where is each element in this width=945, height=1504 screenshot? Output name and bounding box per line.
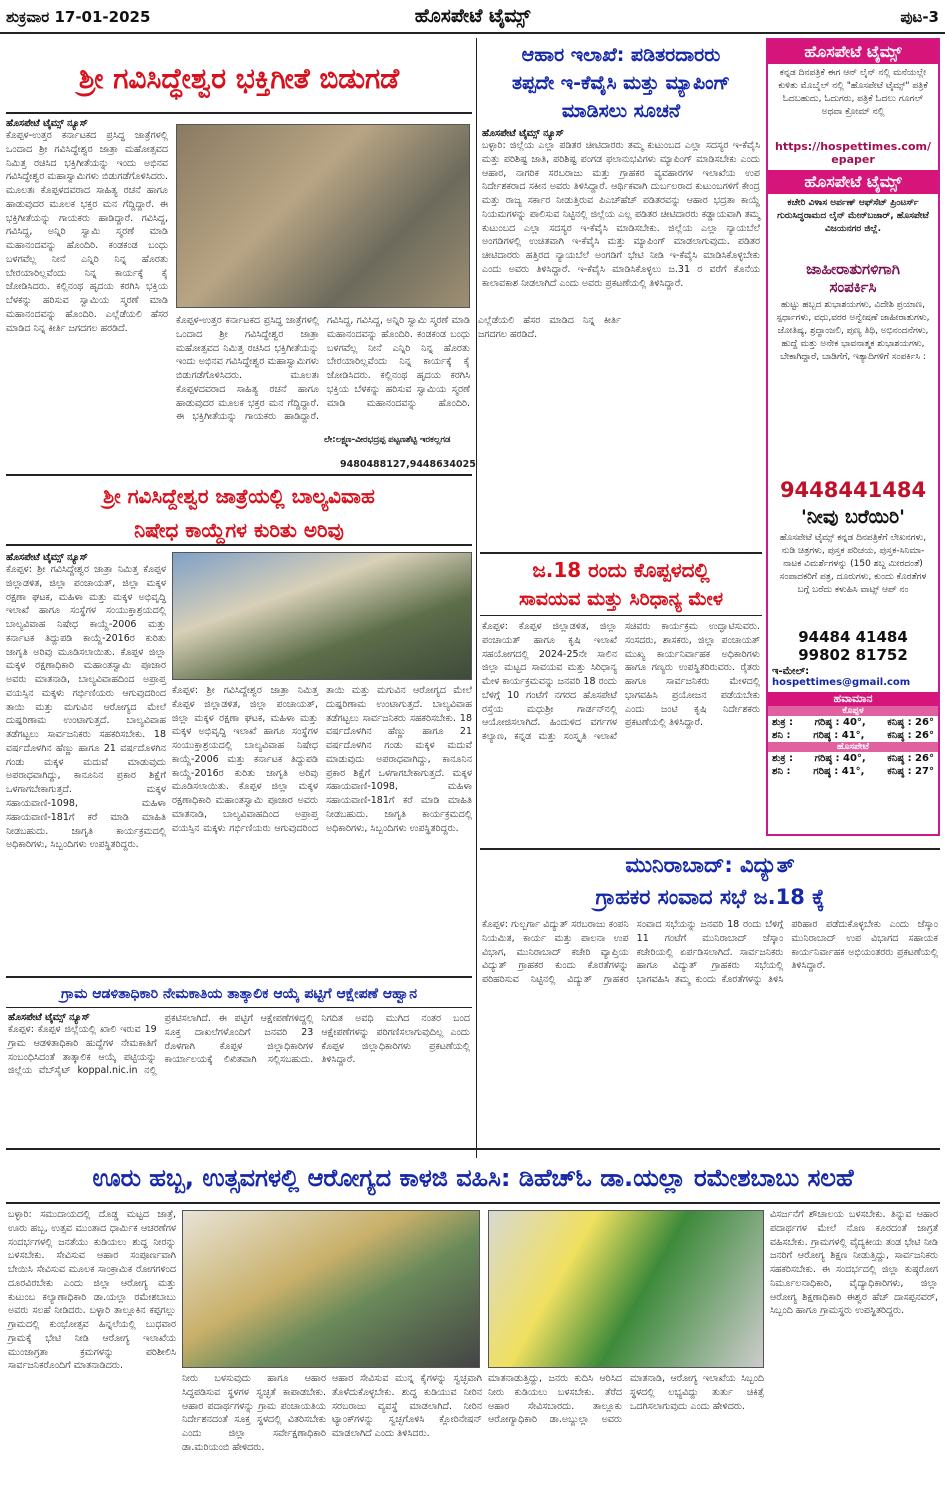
email-address[interactable]: hospettimes@gmail.com [772, 677, 911, 688]
a3-headline-line1: ಶ್ರೀ ಗವಿಸಿದ್ದೇಶ್ವರ ಜಾತ್ರೆಯಲ್ಲಿ ಬಾಲ್ಯವಿವಾಹ [103, 484, 375, 508]
ads-phone: 9448441484 [779, 478, 927, 502]
a3-byline: ಹೊಸಪೇಟೆ ಟೈಮ್ಸ್ ನ್ಯೂಸ್ [6, 552, 88, 563]
masthead [0, 0, 945, 34]
a3-text: ಕೊಪ್ಪಳ: ಶ್ರೀ ಗವಿಸಿದ್ದೇಶ್ವರ ಜಾತ್ರಾ ನಿಮಿತ್ತ ಕೊಪ್ಪಳ ಜಿಲ್ಲಾಡಳಿತ, ಜಿಲ್ಲಾ ಪಂಚಾಯತ್, ಜಿಲ್ಲಾ ಮಕ್ಕಳ ರಕ್ಷಣಾ ಘಟಕ, ಮಹಿಳಾ ಮತ್ತು ಮಕ್ಕಳ ಅಭಿವೃದ್ಧಿ ಇಲಾಖೆ ಹಾಗೂ ಸಂಸ್ಥೆಗಳ ಸಂಯುಕ್ತಾಶ್ರಯದಲ್ಲಿ ಬಾಲ್ಯವಿವಾಹ ನಿಷೇಧ ಕಾಯ್ದೆ-2006 ಮತ್ತು ಕರ್ನಾಟಕ ತಿದ್ದುಪಡಿ ಕಾಯ್ದೆ-2016ರ ಕುರಿತು ಜಾಗೃತಿ ಅರಿವು ಮೂಡಿಸಲಾಯಿತು. ಕೊಪ್ಪಳ ಜಿಲ್ಲಾ ಮಕ್ಕಳ ರಕ್ಷಣಾಧಿಕಾರಿ ಮಹಾಂತಸ್ವಾಮಿ ಪೂಜಾರ ಅವರು ಮಾತನಾಡಿ, ಬಾಲ್ಯವಿವಾಹದಿಂದ ಅಪ್ರಾಪ್ತ ವಯಸ್ಸಿನ ಮಕ್ಕಳು ಗರ್ಭಿಣಿಯರು ಆಗುವುದರಿಂದ ತಾಯಿ ಮತ್ತು ಮಗುವಿನ ಆರೋಗ್ಯದ ಮೇಲೆ ದುಷ್ಪರಿಣಾಮ ಉಂಟಾಗುತ್ತದೆ. ಬಾಲ್ಯವಿವಾಹ ತಡೆಗಟ್ಟಲು ಸಾರ್ವಜನಿಕರು ಸಹಕರಿಸಬೇಕು. 18 ವರ್ಷದೊಳಗಿನ ಹೆಣ್ಣು ಹಾಗೂ 21 ವರ್ಷದೊಳಗಿನ ಗಂಡು ಮಕ್ಕಳ ಮದುವೆ ಮಾಡುವುದು ಅಪರಾಧವಾಗಿದ್ದು, ಕಾನೂನಿನ ಪ್ರಕಾರ ಶಿಕ್ಷೆಗೆ ಒಳಗಾಗಬೇಕಾಗುತ್ತದೆ. ಮಕ್ಕಳ ಸಹಾಯವಾಣಿ-1098, ಮಹಿಳಾ ಸಹಾಯವಾಣಿ-181ಗೆ ಕರೆ ಮಾಡಿ ಮಾಹಿತಿ ನೀಡಬಹುದು. ಜಾಗೃತಿ ಕಾರ್ಯಕ್ರಮದಲ್ಲಿ ಅಧಿಕಾರಿಗಳು, ಸಿಬ್ಬಂದಿಗಳು ಉಪಸ್ಥಿತರಿದ್ದರು. [6, 564, 166, 851]
a5-text: ಕೊಪ್ಪಳ: ಗುಲ್ಬರ್ಗಾ ವಿದ್ಯುತ್ ಸರಬರಾಜು ಕಂಪನಿ ನಿಯಮಿತ, ಕಾರ್ಯ ಮತ್ತು ಪಾಲನಾ ಉಪ ವಿಭಾಗ, ಮುನಿರಾಬಾದ್ ಕಚೇರಿ ವ್ಯಾಪ್ತಿಯ ವಿದ್ಯುತ್ ಗ್ರಾಹಕರ ಕುಂದು ಕೊರತೆಗಳನ್ನು ಪರಿಹರಿಸುವ ನಿಟ್ಟಿನಲ್ಲಿ ವಿದ್ಯುತ್ ಗ್ರಾಹಕರ ಸಂವಾದ ಸಭೆಯನ್ನು ಜನವರಿ 18 ರಂದು ಬೆಳಿಗ್ಗೆ 11 ಗಂಟೆಗೆ ಮುನಿರಾಬಾದ್ ಜೆಸ್ಕಾಂ ಕಚೇರಿಯಲ್ಲಿ ಏರ್ಪಡಿಸಲಾಗಿದೆ. ಸಾರ್ವಜನಿಕರು ಹಾಗೂ ವಿದ್ಯುತ್ ಗ್ರಾಹಕರು ಸಭೆಯಲ್ಲಿ ಭಾಗವಹಿಸಿ ತಮ್ಮ ಕುಂದು ಕೊರತೆಗಳನ್ನು ತಿಳಿಸಿ ಪರಿಹಾರ ಪಡೆದುಕೊಳ್ಳಬೇಕು ಎಂದು ಜೆಸ್ಕಾಂ ಮುನಿರಾಬಾದ್ ಉಪ ವಿಭಾಗದ ಸಹಾಯಕ ಕಾರ್ಯನಿರ್ವಾಹಕ ಅಭಿಯಂತರರು ಪ್ರಕಟಣೆಯಲ್ಲಿ ತಿಳಿಸಿದ್ದಾರೆ. [482, 919, 938, 986]
epaper-info: ಕನ್ನಡ ದಿನಪತ್ರಿಕೆ ಈಗ ಆನ್ ಲೈನ್ ನಲ್ಲಿ ಮನೆಯಲ್ಲೇ ಕುಳಿತು ಮೊಬೈಲ್ ನಲ್ಲಿ "ಹೊಸಪೇಟೆ ಟೈಮ್ಸ್" ಪತ್ರಿಕೆ ಓದಬಹುದು, ಓದುಗರು, ಪತ್ರಿಕೆ ಓದಲು ಗೂಗಲ್ ಅಥವಾ ಕ್ರೋಮ್ ನಲ್ಲಿ [778, 68, 928, 118]
a4-headline-line1: ಜ.18 ರಂದು ಕೊಪ್ಪಳದಲ್ಲಿ [532, 558, 710, 582]
column-rule [476, 38, 477, 1158]
a7-text-4: ಮಾತನಾಡುತ್ತಿದ್ದು, ಜನರು ಕುದಿಸಿ ಆರಿಸಿದ ನೀರು ಕುಡಿಯಲು ಬಳಸಬೇಕು. ತೆರೆದ ಆಹಾರ ಸೇವಿಸಬಾರದು. ತಾಲ್ಲೂಕು ಆರೋಗ್ಯಾಧಿಕಾರಿ ಡಾ.ಅಬ್ದುಲ್ಲಾ ಅವರು ಮಾತನಾಡಿ, ಆರೋಗ್ಯ ಇಲಾಖೆಯ ಸಿಬ್ಬಂದಿ ಸ್ಥಳದಲ್ಲಿ ಲಭ್ಯವಿದ್ದು ತುರ್ತು ಚಿಕಿತ್ಸೆ ಒದಗಿಸಲಾಗುವುದು ಎಂದು ಹೇಳಿದರು. [488, 1373, 764, 1426]
a6-text: ಕೊಪ್ಪಳ: ಕೊಪ್ಪಳ ಜಿಲ್ಲೆಯಲ್ಲಿ ಖಾಲಿ ಇರುವ 19 ಗ್ರಾಮ ಆಡಳಿತಾಧಿಕಾರಿ ಹುದ್ದೆಗಳ ನೇಮಕಾತಿಗೆ ಸಂಬಂಧಿಸಿದಂತೆ ತಾತ್ಕಾಲಿಕ ಆಯ್ಕೆ ಪಟ್ಟಿಯನ್ನು ಜಿಲ್ಲೆಯ ವೆಬ್‍ಸೈಟ್ koppal.nic.in ನಲ್ಲಿ ಪ್ರಕಟಿಸಲಾಗಿದೆ. ಈ ಪಟ್ಟಿಗೆ ಆಕ್ಷೇಪಣೆಗಳಿದ್ದಲ್ಲಿ ಸೂಕ್ತ ದಾಖಲೆಗಳೊಂದಿಗೆ ಜನವರಿ 23 ರೊಳಗಾಗಿ ಕೊಪ್ಪಳ ಜಿಲ್ಲಾಧಿಕಾರಿಗಳ ಕಾರ್ಯಾಲಯಕ್ಕೆ ಲಿಖಿತವಾಗಿ ಸಲ್ಲಿಸಬಹುದು. ನಿಗದಿತ ಅವಧಿ ಮುಗಿದ ನಂತರ ಬಂದ ಆಕ್ಷೇಪಣೆಗಳನ್ನು ಪರಿಗಣಿಸಲಾಗುವುದಿಲ್ಲ ಎಂದು ಕೊಪ್ಪಳ ಜಿಲ್ಲಾಧಿಕಾರಿಗಳು ಪ್ರಕಟಣೆಯಲ್ಲಿ ತಿಳಿಸಿದ್ದಾರೆ. [8, 1013, 470, 1077]
a5-headline-line1: ಮುನಿರಾಬಾದ್: ವಿದ್ಯುತ್ [625, 853, 795, 877]
a4-headline-line2: ಸಾವಯವ ಮತ್ತು ಸಿರಿಧಾನ್ಯ ಮೇಳ [480, 588, 762, 616]
weather-day: ಶುಕ್ರ : [772, 717, 794, 728]
a1-song-text: ಕೊಪ್ಪಳ-ಉತ್ತರ ಕರ್ನಾಟಕದ ಪ್ರಸಿದ್ಧ ಜಾತ್ರೆಗಳಲ್ಲಿ ಒಂದಾದ ಶ್ರೀ ಗವಿಸಿದ್ಧೇಶ್ವರ ಜಾತ್ರಾ ಮಹೋತ್ಸವದ ನಿಮಿತ್ತ ರಚಿಸಿದ ಭಕ್ತಿಗೀತೆಯನ್ನು ಇಂದು ಅಭಿನವ ಗವಿಸಿದ್ಧೇಶ್ವರ ಮಹಾಸ್ವಾಮಿಗಳು ಬಿಡುಗಡೆಗೊಳಿಸಿದರು. ಮೂಲತಃ ಕೊಪ್ಪಳದವರಾದ ಸಾಹಿತ್ಯ ರಚನೆ ಹಾಗೂ ಹಾಡುವುದರ ಮೂಲಕ ಭಕ್ತರ ಮನ ಗೆದ್ದಿದ್ದಾರೆ. ಈ ಭಕ್ತಿಗೀತೆಯನ್ನು ಗಾಯಕರು ಹಾಡಿದ್ದಾರೆ. ಗವಿಸಿದ್ದ, ಗವಿಸಿದ್ದ, ಅನ್ನಿರಿ ಸ್ವಾಮಿ ಸ್ಮರಣೆ ಮಾಡಿ ಮಹಾನಂದವನ್ನು ಹೊಂದಿರಿ. ಕಂಡಕಂಡ ಬಂಧು ಬಳಗವೆಲ್ಲ ನೀನೆ ಎನ್ನಿರಿ ನಿನ್ನ ಹೊರತು ಬೇರಯಾರಿಲ್ಲವೆಂದು ನಿನ್ನ ಕಾರ್ಯಕ್ಕೆ ಕೈ ಜೋಡಿಸಿದರು. ಕಲ್ಲಿನಂಥ ಹೃದಯ ಕರಗಿಸಿ ಭಕ್ತಿಯ ಬೆಳಕನ್ನು ಹರಿಸುವ ಸ್ವಾಮಿಯ ಸ್ಮರಣೆ ಮಾಡಿ ಮಹಾನಂದವನ್ನು ಹೊಂದಿರಿ. ಎಲ್ಲೆಡೆಯಲಿ ಹೆಸರ ಮಾಡಿದ ನಿನ್ನ ಕೀರ್ತಿ ಜಗದಗಲ ಹರಡಿದೆ. [176, 315, 621, 423]
weather-city-2: ಹೊಸಪೇಟೆ [768, 742, 938, 752]
weather-min: ಕನಿಷ್ಠ : 27° [887, 766, 934, 777]
write-text: ಹೊಸಪೇಟೆ ಟೈಮ್ಸ್ ಕನ್ನಡ ದಿನಪತ್ರಿಕೆಗೆ ಲೇಖನಗಳು, ನುಡಿ ಚಿತ್ರಗಳು, ಪುಸ್ತಕ ಪರಿಚಯ, ಪುಸ್ತಕ-ಸಿನಿಮಾ-ನಾಟಕ ವಿಮರ್ಶೆಗಳನ್ನು (150 ಶಬ್ದ ಮೀರದಂತೆ) ಸಂಪಾದಕರಿಗೆ ಪತ್ರ, ದೂರುಗಳು, ಕುಂದು ಕೊರತೆಗಳ ಬಗ್ಗೆ ಬರೆದು ಕಳುಹಿಸಿ ವಾಟ್ಸ್ ಆಪ್ ನಂ [779, 533, 927, 596]
a6-body [8, 1012, 470, 1144]
a7-photo-1 [182, 1210, 480, 1368]
divider [6, 976, 472, 978]
paper-title: ಹೊಸಪೇಟೆ ಟೈಮ್ಸ್ [414, 5, 531, 27]
a2-text: ಬಳ್ಳಾರಿ: ಜಿಲ್ಲೆಯ ಎಲ್ಲಾ ಪಡಿತರ ಚೀಟಿದಾರರು ತಮ್ಮ ಕುಟುಂಬದ ಎಲ್ಲಾ ಸದಸ್ಯರ ಇ-ಕೆವೈಸಿ ಮತ್ತು ಪರಿಶಿಷ್ಟ ಜಾತಿ, ಪರಿಶಿಷ್ಟ ಪಂಗಡ ಫಲಾನುಭವಿಗಳು ಮ್ಯಾಪಿಂಗ್ ಮಾಡಿಸಬೇಕು ಎಂದು ಆಹಾರ, ನಾಗರಿಕ ಸರಬರಾಜು ಮತ್ತು ಗ್ರಾಹಕರ ವ್ಯವಹಾರಗಳ ಇಲಾಖೆಯ ಉಪ ನಿರ್ದೇಶಕರಾದ ಸಕೀನ ಅವರು ತಿಳಿಸಿದ್ದಾರೆ. ಆರ್ಥಿಕವಾಗಿ ದುರ್ಬಲರಾದ ಕುಟುಂಬಗಳಿಗೆ ಕೇಂದ್ರ ಮತ್ತು ರಾಜ್ಯ ಸರ್ಕಾರ ನೀಡುತ್ತಿರುವ ಪಿಎಚ್‍ಹೆಚ್ ಪಡಿತರವನ್ನು ಆಹಾರ ಭದ್ರತಾ ಕಾಯ್ದೆ ನಿಯಮಗಳನ್ನು ಪಾಲಿಸುವ ನಿಟ್ಟಿನಲ್ಲಿ ಜಿಲ್ಲೆಯ ಎಲ್ಲ ಪಡಿತರ ಚೀಟಿದಾರರು ಕಡ್ಡಾಯವಾಗಿ ತಮ್ಮ ಕುಟುಂಬದ ಎಲ್ಲಾ ಸದಸ್ಯರ ಇ-ಕೆವೈಸಿ ಮಾಡಿಸಬೇಕು. ಜಿಲ್ಲೆಯ ಎಲ್ಲಾ ನ್ಯಾಯಬೆಲೆ ಅಂಗಡಿಗಳಲ್ಲಿ ಉಚಿತವಾಗಿ ಇ-ಕೆವೈಸಿ ಮತ್ತು ಮ್ಯಾಪಿಂಗ್ ಮಾಡಲಾಗುವುದು. ಪಡಿತರ ಚೀಟಿದಾರರು ಹತ್ತಿರದ ನ್ಯಾಯಬೆಲೆ ಅಂಗಡಿಗೆ ಭೇಟಿ ನೀಡಿ ಇ-ಕೆವೈಸಿ ಮಾಡಿಸಿಕೊಳ್ಳಬೇಕು ಎಂದು ಅವರು ತಿಳಿಸಿದ್ದಾರೆ. ಇ-ಕೆವೈಸಿ ಮಾಡಿಸಿಕೊಳ್ಳಲು ಜ.31 ರ ವರೆಗೆ ಕೊನೆಯ ಕಾಲಾವಕಾಶ ನೀಡಲಾಗಿದೆ ಎಂದು ಅವರು ಪ್ರಕಟಣೆಯಲ್ಲಿ ತಿಳಿಸಿದ್ದಾರೆ. [482, 140, 760, 289]
a5-headline-line2: ಗ್ರಾಹಕರ ಸಂವಾದ ಸಭೆ ಜ.18 ಕ್ಕೆ [595, 885, 825, 909]
a7-text-2: ನೀರು ಬಳಸುವುದು ಹಾಗೂ ಆಹಾರ ಸಿದ್ಧಪಡಿಸುವ ಸ್ಥಳಗಳ ಸ್ವಚ್ಛತೆ ಕಾಪಾಡಬೇಕು. ಆಹಾರ ಪದಾರ್ಥಗಳನ್ನು ಗ್ರಾಮ ಪಂಚಾಯತಿಯ ನಿರ್ದೇಶನದಂತೆ ಸೂಕ್ತ ಸ್ಥಳದಲ್ಲಿ ವಿತರಿಸಬೇಕು ಎಂದು ಜಿಲ್ಲಾ ಸರ್ವೇಕ್ಷಣಾಧಿಕಾರಿ ಡಾ.ಮರಿಯಂಬಿ ಹೇಳಿದರು. [182, 1373, 326, 1453]
a1-phones: 9480488127,9448634025 [340, 459, 476, 470]
weather-min: ಕನಿಷ್ಠ : 26° [887, 730, 934, 741]
weather-day: ಶನಿ : [772, 730, 791, 741]
weather-city-1: ಕೊಪ್ಪಳ [768, 706, 938, 716]
a2-headline-line1: ಆಹಾರ ಇಲಾಖೆ: ಪಡಿತರದಾರರು [521, 44, 721, 66]
ads-title-1: ಜಾಹೀರಾತುಗಳಿಗಾಗಿ [806, 260, 900, 278]
page-number: ಪುಟ-3 [900, 8, 939, 26]
a1-byline: ಹೊಸಪೇಟೆ ಟೈಮ್ಸ್ ನ್ಯೂಸ್ [6, 118, 88, 129]
sidebar [766, 38, 940, 836]
weather-max: ಗರಿಷ್ಠ : 40°, [814, 717, 866, 728]
a1-headline: ಶ್ರೀ ಗವಿಸಿದ್ಧೇಶ್ವರ ಭಕ್ತಿಗೀತೆ ಬಿಡುಗಡೆ [6, 44, 472, 114]
a7-text-3: ಆಹಾರ ಸೇವಿಸುವ ಮುನ್ನ ಕೈಗಳನ್ನು ಸ್ವಚ್ಛವಾಗಿ ತೊಳೆದುಕೊಳ್ಳಬೇಕು. ಶುದ್ಧ ಕುಡಿಯುವ ನೀರಿನ ಸರಬರಾಜು ವ್ಯವಸ್ಥೆ ಮಾಡಲಾಗಿದೆ. ನೀರಿನ ಟ್ಯಾಂಕ್‍ಗಳನ್ನು ಸ್ವಚ್ಛಗೊಳಿಸಿ ಕ್ಲೋರಿನೇಷನ್ ಮಾಡಲಾಗಿದೆ ಎಂದು ತಿಳಿಸಿದರು. [332, 1373, 482, 1440]
weather-max: ಗರಿಷ್ಠ : 40°, [814, 753, 866, 764]
a7-text-1: ಬಳ್ಳಾರಿ: ಸಮುದಾಯದಲ್ಲಿ ದೊಡ್ಡ ಮಟ್ಟದ ಜಾತ್ರೆ, ಊರು ಹಬ್ಬ, ಉತ್ಸವ ಮುಂತಾದ ಧಾರ್ಮಿಕ ಆಚರಣೆಗಳ ಸಂದರ್ಭಗಳಲ್ಲಿ ಜನತೆಯು ಕುಡಿಯಲು ಶುದ್ಧ ನೀರನ್ನು ಬಳಸಬೇಕು. ಸೇವಿಸುವ ಆಹಾರ ಸಂಪೂರ್ಣವಾಗಿ ಬೇಯಿಸಿ ಸೇವಿಸುವ ಮೂಲಕ ಸಾಂಕ್ರಾಮಿಕ ರೋಗಗಳಿಂದ ದೂರವಿರಬೇಕು ಎಂದು ಜಿಲ್ಲಾ ಆರೋಗ್ಯ ಮತ್ತು ಕುಟುಂಬ ಕಲ್ಯಾಣಾಧಿಕಾರಿ ಡಾ.ಯಲ್ಲಾ ರಮೇಶಬಾಬು ಅವರು ಸಲಹೆ ನೀಡಿದರು. ಬಳ್ಳಾರಿ ತಾಲ್ಲೂಕಿನ ಕಪ್ಪಗಲ್ಲು ಗ್ರಾಮದಲ್ಲಿ ಕುಂಭೋತ್ಸವ ಹಿನ್ನಲೆಯಲ್ಲಿ ಬುಧವಾರ ಗ್ರಾಮಕ್ಕೆ ಭೇಟಿ ನೀಡಿ ಆರೋಗ್ಯ ಇಲಾಖೆಯ ಮುಂಜಾಗ್ರತಾ ಕ್ರಮಗಳನ್ನು ಪರಿಶೀಲಿಸಿ ಸಾರ್ವಜನಿಕರೊಂದಿಗೆ ಮಾತನಾಡಿದರು. [8, 1209, 176, 1372]
a4-text: ಕೊಪ್ಪಳ: ಕೊಪ್ಪಳ ಜಿಲ್ಲಾಡಳಿತ, ಜಿಲ್ಲಾ ಪಂಚಾಯತ್ ಹಾಗೂ ಕೃಷಿ ಇಲಾಖೆ ಸಹಯೋಗದಲ್ಲಿ 2024-25ನೇ ಸಾಲಿನ ಜಿಲ್ಲಾ ಮಟ್ಟದ ಸಾವಯವ ಮತ್ತು ಸಿರಿಧಾನ್ಯ ಮೇಳ ಕಾರ್ಯಕ್ರಮವನ್ನು ಜನವರಿ 18 ರಂದು ಬೆಳಿಗ್ಗೆ 10 ಗಂಟೆಗೆ ನಗರದ ಹೊಸಪೇಟೆ ರಸ್ತೆಯ ಮಧುಶ್ರೀ ಗಾರ್ಡನ್‍ನಲ್ಲಿ ಆಯೋಜಿಸಲಾಗಿದೆ. ಹಿಂದುಳಿದ ವರ್ಗಗಳ ಕಲ್ಯಾಣ, ಕನ್ನಡ ಮತ್ತು ಸಂಸ್ಕೃತಿ ಇಲಾಖೆ ಸಚಿವರು ಕಾರ್ಯಕ್ರಮ ಉದ್ಘಾಟಿಸುವರು. ಸಂಸದರು, ಶಾಸಕರು, ಜಿಲ್ಲಾ ಪಂಚಾಯತ್ ಮುಖ್ಯ ಕಾರ್ಯನಿರ್ವಾಹಕ ಅಧಿಕಾರಿಗಳು ಹಾಗೂ ಗಣ್ಯರು ಉಪಸ್ಥಿತರಿರುವರು. ರೈತರು ಹಾಗೂ ಸಾರ್ವಜನಿಕರು ಮೇಳದಲ್ಲಿ ಭಾಗವಹಿಸಿ ಪ್ರಯೋಜನ ಪಡೆಯಬೇಕು ಎಂದು ಜಂಟಿ ಕೃಷಿ ನಿರ್ದೇಶಕರು ಪ್ರಕಟಣೆಯಲ್ಲಿ ತಿಳಿಸಿದ್ದಾರೆ. [482, 621, 760, 743]
divider [6, 474, 472, 476]
weather-row [768, 729, 938, 742]
a1-photo [176, 124, 470, 308]
sidebar-brand-2: ಹೊಸಪೇಟೆ ಟೈಮ್ಸ್ [768, 170, 938, 194]
weather-max: ಗರಿಷ್ಠ : 41°, [813, 766, 865, 777]
weather-row [768, 716, 938, 729]
weather-day: ಶುಕ್ರ : [772, 753, 794, 764]
a1-column-left [6, 118, 168, 470]
a2-byline: ಹೊಸಪೇಟೆ ಟೈಮ್ಸ್ ನ್ಯೂಸ್ [482, 128, 564, 139]
weather-title: ಹವಾಮಾನ [768, 692, 938, 706]
a7-photo-2 [488, 1210, 764, 1368]
weather-row [768, 765, 938, 778]
divider [480, 848, 940, 850]
a6-byline: ಹೊಸಪೇಟೆ ಟೈಮ್ಸ್ ನ್ಯೂಸ್ [8, 1012, 90, 1023]
a3-photo [172, 552, 472, 680]
a7-headline: ಊರು ಹಬ್ಬ, ಉತ್ಸವಗಳಲ್ಲಿ ಆರೋಗ್ಯದ ಕಾಳಜಿ ವಹಿಸಿ: ಡಿಹೆಚ್‍ಓ ಡಾ.ಯಲ್ಲಾ ರಮೇಶಬಾಬು ಸಲಹೆ [6, 1152, 940, 1204]
a6-headline: ಗ್ರಾಮ ಆಡಳಿತಾಧಿಕಾರಿ ನೇಮಕಾತಿಯ ತಾತ್ಕಾಲಿಕ ಆಯ್ಕೆ ಪಟ್ಟಿಗೆ ಆಕ್ಷೇಪಣೆ ಆಹ್ವಾನ [6, 980, 472, 1008]
issue-date: ಶುಕ್ರವಾರ 17-01-2025 [6, 8, 151, 26]
divider [6, 1148, 940, 1150]
epaper-link[interactable]: https://hospettimes.com/epaper [775, 140, 931, 166]
weather-max: ಗರಿಷ್ಠ : 41°, [813, 730, 865, 741]
whatsapp-phone-1: 94484 41484 [798, 628, 908, 646]
a1-text: ಕೊಪ್ಪಳ-ಉತ್ತರ ಕರ್ನಾಟಕದ ಪ್ರಸಿದ್ಧ ಜಾತ್ರೆಗಳಲ್ಲಿ ಒಂದಾದ ಶ್ರೀ ಗವಿಸಿದ್ಧೇಶ್ವರ ಜಾತ್ರಾ ಮಹೋತ್ಸವದ ನಿಮಿತ್ತ ರಚಿಸಿದ ಭಕ್ತಿಗೀತೆಯನ್ನು ಇಂದು ಅಭಿನವ ಗವಿಸಿದ್ಧೇಶ್ವರ ಮಹಾಸ್ವಾಮಿಗಳು ಬಿಡುಗಡೆಗೊಳಿಸಿದರು. ಮೂಲತಃ ಕೊಪ್ಪಳದವರಾದ ಸಾಹಿತ್ಯ ರಚನೆ ಹಾಗೂ ಹಾಡುವುದರ ಮೂಲಕ ಭಕ್ತರ ಮನ ಗೆದ್ದಿದ್ದಾರೆ. ಈ ಭಕ್ತಿಗೀತೆಯನ್ನು ಗಾಯಕರು ಹಾಡಿದ್ದಾರೆ. ಗವಿಸಿದ್ದ, ಗವಿಸಿದ್ದ, ಅನ್ನಿರಿ ಸ್ವಾಮಿ ಸ್ಮರಣೆ ಮಾಡಿ ಮಹಾನಂದವನ್ನು ಹೊಂದಿರಿ. ಕಂಡಕಂಡ ಬಂಧು ಬಳಗವೆಲ್ಲ ನೀನೆ ಎನ್ನಿರಿ ನಿನ್ನ ಹೊರತು ಬೇರಯಾರಿಲ್ಲವೆಂದು ನಿನ್ನ ಕಾರ್ಯಕ್ಕೆ ಕೈ ಜೋಡಿಸಿದರು. ಕಲ್ಲಿನಂಥ ಹೃದಯ ಕರಗಿಸಿ ಭಕ್ತಿಯ ಬೆಳಕನ್ನು ಹರಿಸುವ ಸ್ವಾಮಿಯ ಸ್ಮರಣೆ ಮಾಡಿ ಮಹಾನಂದವನ್ನು ಹೊಂದಿರಿ. ಎಲ್ಲೆಡೆಯಲಿ ಹೆಸರ ಮಾಡಿದ ನಿನ್ನ ಕೀರ್ತಿ ಜಗದಗಲ ಹರಡಿದೆ. [6, 130, 168, 334]
sidebar-brand-1: ಹೊಸಪೇಟೆ ಟೈಮ್ಸ್ [768, 40, 938, 64]
a2-headline-line2: ತಪ್ಪದೇ ಇ-ಕೆವೈಸಿ ಮತ್ತು ಮ್ಯಾಪಿಂಗ್ [511, 72, 731, 94]
ads-title-2: ಸಂಪರ್ಕಿಸಿ [829, 278, 877, 296]
a2-headline-line3: ಮಾಡಿಸಲು ಸೂಚನೆ [561, 100, 681, 122]
ads-text: ಹುಟ್ಟು ಹಬ್ಬದ ಶುಭಾಶಯಗಳು, ವಿದೇಶಿ ಪ್ರಯಾಣ, ಸ್ಪರ್ಧಾಗಳು, ವಧು,ವರರ ಅನ್ವೇಷಣೆ ಜಾಹೀರಾತುಗಳು, ಜೋತಿಷ್ಯ, ಶ್ರದ್ಧಾಂಜಲಿ, ಪುಣ್ಯ ತಿಥಿ, ಅಭಿನಂದನೆಗಳು, ಹುದ್ದೆ ಮತ್ತು ಅನೇಕ ಭಾವನಾತ್ಮಕ ಶುಭಾಶಯಗಳು, ಬೇಕಾಗಿದ್ದಾರೆ, ಬಾಡಿಗೆಗೆ, ಇತ್ಯಾದಿಗಳಿಗೆ ಸಂಪರ್ಕಿಸಿ : [776, 300, 930, 363]
weather-min: ಕನಿಷ್ಠ : 26° [887, 753, 934, 764]
weather-row [768, 752, 938, 765]
whatsapp-phone-2: 99802 81752 [798, 646, 908, 664]
weather-table-2 [768, 752, 938, 778]
a7-text-5: ವಿಸರ್ಜನೆಗೆ ಶೌಚಾಲಯ ಬಳಸಬೇಕು. ತಿನ್ನುವ ಆಹಾರ ಪದಾರ್ಥಗಳ ಮೇಲೆ ನೊಣ ಕೂರದಂತೆ ಜಾಗ್ರತೆ ವಹಿಸಬೇಕು. ಗ್ರಾಮಗಳಲ್ಲಿ ವೈದ್ಯಕೀಯ ತಂಡ ಭೇಟಿ ನೀಡಿ ಜನರಿಗೆ ಆರೋಗ್ಯ ಶಿಕ್ಷಣ ನೀಡುತ್ತಿದ್ದು, ಸಾರ್ವಜನಿಕರು ಸಹಕರಿಸಬೇಕು. ಈ ಸಂದರ್ಭದಲ್ಲಿ ಜಿಲ್ಲಾ ಕುಷ್ಠರೋಗ ನಿರ್ಮೂಲನಾಧಿಕಾರಿ, ವೈದ್ಯಾಧಿಕಾರಿಗಳು, ಜಿಲ್ಲಾ ಆರೋಗ್ಯ ಶಿಕ್ಷಣಾಧಿಕಾರಿ ಈಶ್ವರ ಹೆಚ್ ದಾಸಪ್ಪನವರ್, ಸಿಬ್ಬಂದಿ ಹಾಗೂ ಗ್ರಾಮಸ್ಥರು ಉಪಸ್ಥಿತರಿದ್ದರು. [770, 1209, 938, 1317]
email-label: ಇ-ಮೇಲ್: [772, 666, 810, 677]
a3-headline-line2: ನಿಷೇಧ ಕಾಯ್ದೆಗಳ ಕುರಿತು ಅರಿವು [6, 514, 472, 546]
a3-column-left [6, 552, 166, 972]
weather-day: ಶನಿ : [772, 766, 791, 777]
a3-text-continued: ಕೊಪ್ಪಳ: ಶ್ರೀ ಗವಿಸಿದ್ದೇಶ್ವರ ಜಾತ್ರಾ ನಿಮಿತ್ತ ಕೊಪ್ಪಳ ಜಿಲ್ಲಾಡಳಿತ, ಜಿಲ್ಲಾ ಪಂಚಾಯತ್, ಜಿಲ್ಲಾ ಮಕ್ಕಳ ರಕ್ಷಣಾ ಘಟಕ, ಮಹಿಳಾ ಮತ್ತು ಮಕ್ಕಳ ಅಭಿವೃದ್ಧಿ ಇಲಾಖೆ ಹಾಗೂ ಸಂಸ್ಥೆಗಳ ಸಂಯುಕ್ತಾಶ್ರಯದಲ್ಲಿ ಬಾಲ್ಯವಿವಾಹ ನಿಷೇಧ ಕಾಯ್ದೆ-2006 ಮತ್ತು ಕರ್ನಾಟಕ ತಿದ್ದುಪಡಿ ಕಾಯ್ದೆ-2016ರ ಕುರಿತು ಜಾಗೃತಿ ಅರಿವು ಮೂಡಿಸಲಾಯಿತು. ಕೊಪ್ಪಳ ಜಿಲ್ಲಾ ಮಕ್ಕಳ ರಕ್ಷಣಾಧಿಕಾರಿ ಮಹಾಂತಸ್ವಾಮಿ ಪೂಜಾರ ಅವರು ಮಾತನಾಡಿ, ಬಾಲ್ಯವಿವಾಹದಿಂದ ಅಪ್ರಾಪ್ತ ವಯಸ್ಸಿನ ಮಕ್ಕಳು ಗರ್ಭಿಣಿಯರು ಆಗುವುದರಿಂದ ತಾಯಿ ಮತ್ತು ಮಗುವಿನ ಆರೋಗ್ಯದ ಮೇಲೆ ದುಷ್ಪರಿಣಾಮ ಉಂಟಾಗುತ್ತದೆ. ಬಾಲ್ಯವಿವಾಹ ತಡೆಗಟ್ಟಲು ಸಾರ್ವಜನಿಕರು ಸಹಕರಿಸಬೇಕು. 18 ವರ್ಷದೊಳಗಿನ ಹೆಣ್ಣು ಹಾಗೂ 21 ವರ್ಷದೊಳಗಿನ ಗಂಡು ಮಕ್ಕಳ ಮದುವೆ ಮಾಡುವುದು ಅಪರಾಧವಾಗಿದ್ದು, ಕಾನೂನಿನ ಪ್ರಕಾರ ಶಿಕ್ಷೆಗೆ ಒಳಗಾಗಬೇಕಾಗುತ್ತದೆ. ಮಕ್ಕಳ ಸಹಾಯವಾಣಿ-1098, ಮಹಿಳಾ ಸಹಾಯವಾಣಿ-181ಗೆ ಕರೆ ಮಾಡಿ ಮಾಹಿತಿ ನೀಡಬಹುದು. ಜಾಗೃತಿ ಕಾರ್ಯಕ್ರಮದಲ್ಲಿ ಅಧಿಕಾರಿಗಳು, ಸಿಬ್ಬಂದಿಗಳು ಉಪಸ್ಥಿತರಿದ್ದರು. [172, 685, 472, 834]
a1-author: ಲೇ:ಲಕ್ಷ್ಮಣ-ವೀರಭದ್ರಪ್ಪ ಪಟ್ಟಣಶೆಟ್ಟಿ ಇರಕಲ್ಲಗಡ [324, 435, 451, 445]
weather-min: ಕನಿಷ್ಠ : 26° [887, 717, 934, 728]
write-slogan: 'ನೀವು ಬರೆಯಿರಿ' [801, 506, 905, 528]
office-address: ಕಚೇರಿ ವಿಳಾಸ ಅರ್ಪಣ್ ಆಫ್‍ಸೆಟ್ ಪ್ರಿಂಟರ್ಸ್ ಗುರುಸಿದ್ಧರಾಮದ ಲೈನ್ ಮೇನ್‍ಬಜಾರ್, ಹೊಸಪೇಟೆ ವಿಜಯನಗರ ಜಿಲ್ಲೆ. [777, 198, 929, 235]
a2-body [482, 128, 760, 548]
divider [480, 552, 762, 554]
weather-table-1 [768, 716, 938, 742]
